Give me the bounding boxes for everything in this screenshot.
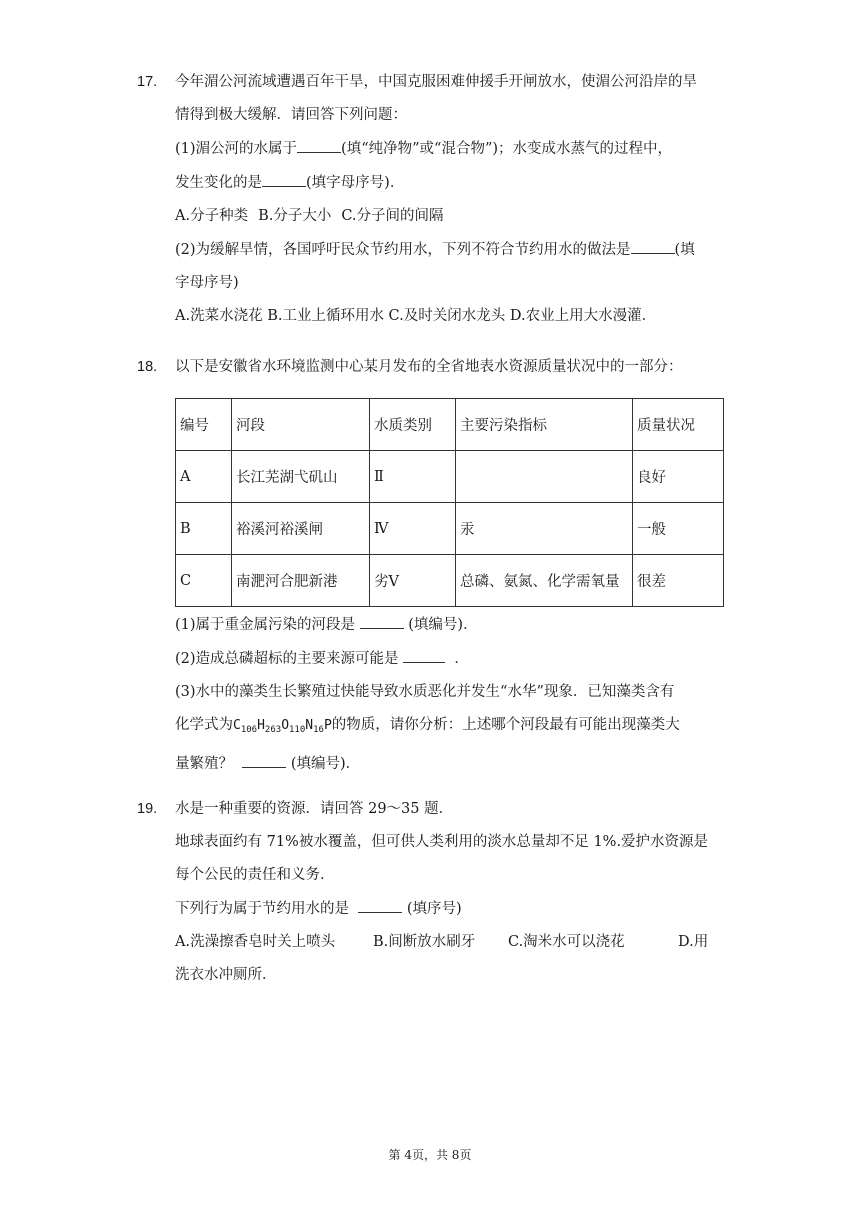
- page-footer: 第 4页，共 8页: [388, 1148, 472, 1162]
- q17-line6-hint: (填: [674, 242, 695, 258]
- water-quality-table: [175, 398, 724, 607]
- q18-part2-end: ．: [454, 651, 469, 667]
- answer-blank[interactable]: [403, 642, 445, 663]
- answer-blank[interactable]: [297, 132, 341, 153]
- question-number: 18.: [137, 359, 158, 375]
- q17-line3-hint: (填“纯净物”或“混合物”)；水变成水蒸气的过程中，: [341, 141, 673, 157]
- q17-options-1: [175, 200, 725, 233]
- q18-part3-hint: (填编号)．: [290, 756, 361, 772]
- table-cell: 良好: [633, 451, 724, 503]
- answer-blank[interactable]: [358, 892, 402, 913]
- option-d: D.用: [678, 934, 709, 950]
- table-cell: 长江芜湖弋矶山: [232, 451, 370, 503]
- q18-part1-text: (1)属于重金属污染的河段是: [175, 617, 356, 633]
- answer-blank[interactable]: [242, 747, 286, 768]
- chemical-formula: $C_{106}H_{263}O_{110}N_{16}P$: [233, 718, 332, 735]
- q18-part3-text2: 的物质，请你分析：上述哪个河段最有可能出现藻类大: [331, 717, 680, 733]
- q18-part3-line1: (3)水中的藻类生长繁殖过快能导致水质恶化并发生“水华”现象．已知藻类含有: [175, 684, 675, 700]
- q18-part3-text: 化学式为: [175, 717, 233, 733]
- q19-line4-text: 下列行为属于节约用水的是: [175, 901, 349, 917]
- table-header-cell: 主要污染指标: [456, 399, 633, 451]
- option-c: C.分子间的间隔: [341, 208, 444, 224]
- table-header-cell: 质量状况: [633, 399, 724, 451]
- q18-part3-line3: [175, 747, 725, 781]
- q18-intro: 以下是安徽省水环境监测中心某月发布的全省地表水资源质量状况中的一部分：: [175, 359, 683, 375]
- q18-part1-hint: (填编号)．: [408, 617, 478, 633]
- q19-line4-hint: (填序号): [406, 901, 462, 917]
- table-cell: A: [176, 451, 232, 503]
- table-header-cell: 编号: [176, 399, 232, 451]
- q18-part3-question: 量繁殖？: [175, 756, 233, 772]
- q19-options: [175, 926, 725, 959]
- q17-line6-text: (2)为缓解旱情，各国呼吁民众节约用水，下列不符合节约用水的做法是: [175, 242, 631, 258]
- q19-line3: 每个公民的责任和义务．: [175, 867, 335, 883]
- q19-line4: [175, 892, 725, 926]
- q18-part2-text: (2)造成总磷超标的主要来源可能是: [175, 651, 399, 667]
- option-a: A.洗澡擦香皂时关上喷头: [175, 934, 336, 950]
- question-17: [137, 66, 725, 333]
- answer-blank[interactable]: [360, 608, 404, 629]
- q19-line2: 地球表面约有 71%被水覆盖，但可供人类利用的淡水总量却不足 1%.爱护水资源是: [175, 834, 709, 850]
- q18-part1: [175, 608, 725, 642]
- question-number: 17.: [137, 74, 158, 90]
- q17-line6: [175, 233, 725, 267]
- question-18: [137, 351, 725, 384]
- q17-line1: 今年湄公河流域遭遇百年干旱，中国克服困难伸援手开闸放水，使湄公河沿岸的旱: [175, 74, 697, 90]
- table-cell: Ⅱ: [370, 451, 456, 503]
- q18-part3-line2: [175, 709, 725, 747]
- table-cell: 一般: [633, 503, 724, 555]
- table-row: [176, 555, 724, 607]
- q17-line7: 字母序号): [175, 275, 239, 291]
- q17-line3: [175, 132, 725, 166]
- question-19: [137, 793, 725, 992]
- q17-line2: 情得到极大缓解．请回答下列问题：: [175, 107, 407, 123]
- table-row: [176, 451, 724, 503]
- question-number: 19.: [137, 801, 158, 817]
- answer-blank[interactable]: [262, 166, 306, 187]
- q19-line1: 水是一种重要的资源．请回答 29～35 题．: [175, 801, 454, 817]
- q17-line3-text: (1)湄公河的水属于: [175, 141, 298, 157]
- q17-line4: [175, 166, 725, 200]
- option-b: B.分子大小: [258, 208, 332, 224]
- table-cell: 很差: [633, 555, 724, 607]
- option-b: B.间断放水刷牙: [373, 934, 476, 950]
- table-cell: 南淝河合肥新港: [232, 555, 370, 607]
- option-a: A.分子种类: [175, 208, 249, 224]
- table-cell: 劣Ⅴ: [370, 555, 456, 607]
- table-header-cell: 河段: [232, 399, 370, 451]
- q18-part2: [175, 642, 725, 676]
- q19-line6: 洗衣水冲厕所．: [175, 967, 277, 983]
- table-cell: Ⅳ: [370, 503, 456, 555]
- table-cell: B: [176, 503, 232, 555]
- table-cell: [456, 451, 633, 503]
- q17-options-2: A.洗菜水浇花 B.工业上循环用水 C.及时关闭水龙头 D.农业上用大水漫灌．: [175, 308, 657, 324]
- question-18-parts: [145, 608, 725, 781]
- q17-line4-hint: (填字母序号)．: [306, 175, 405, 191]
- answer-blank[interactable]: [631, 233, 675, 254]
- table-cell: 汞: [456, 503, 633, 555]
- table-row: [176, 503, 724, 555]
- q17-line4-text: 发生变化的是: [175, 175, 262, 191]
- table-header-cell: 水质类别: [370, 399, 456, 451]
- table-cell: 裕溪河裕溪闸: [232, 503, 370, 555]
- option-c: C.淘米水可以浇花: [508, 934, 625, 950]
- table-header-row: [176, 399, 724, 451]
- table-cell: 总磷、氨氮、化学需氧量: [456, 555, 633, 607]
- table-cell: C: [176, 555, 232, 607]
